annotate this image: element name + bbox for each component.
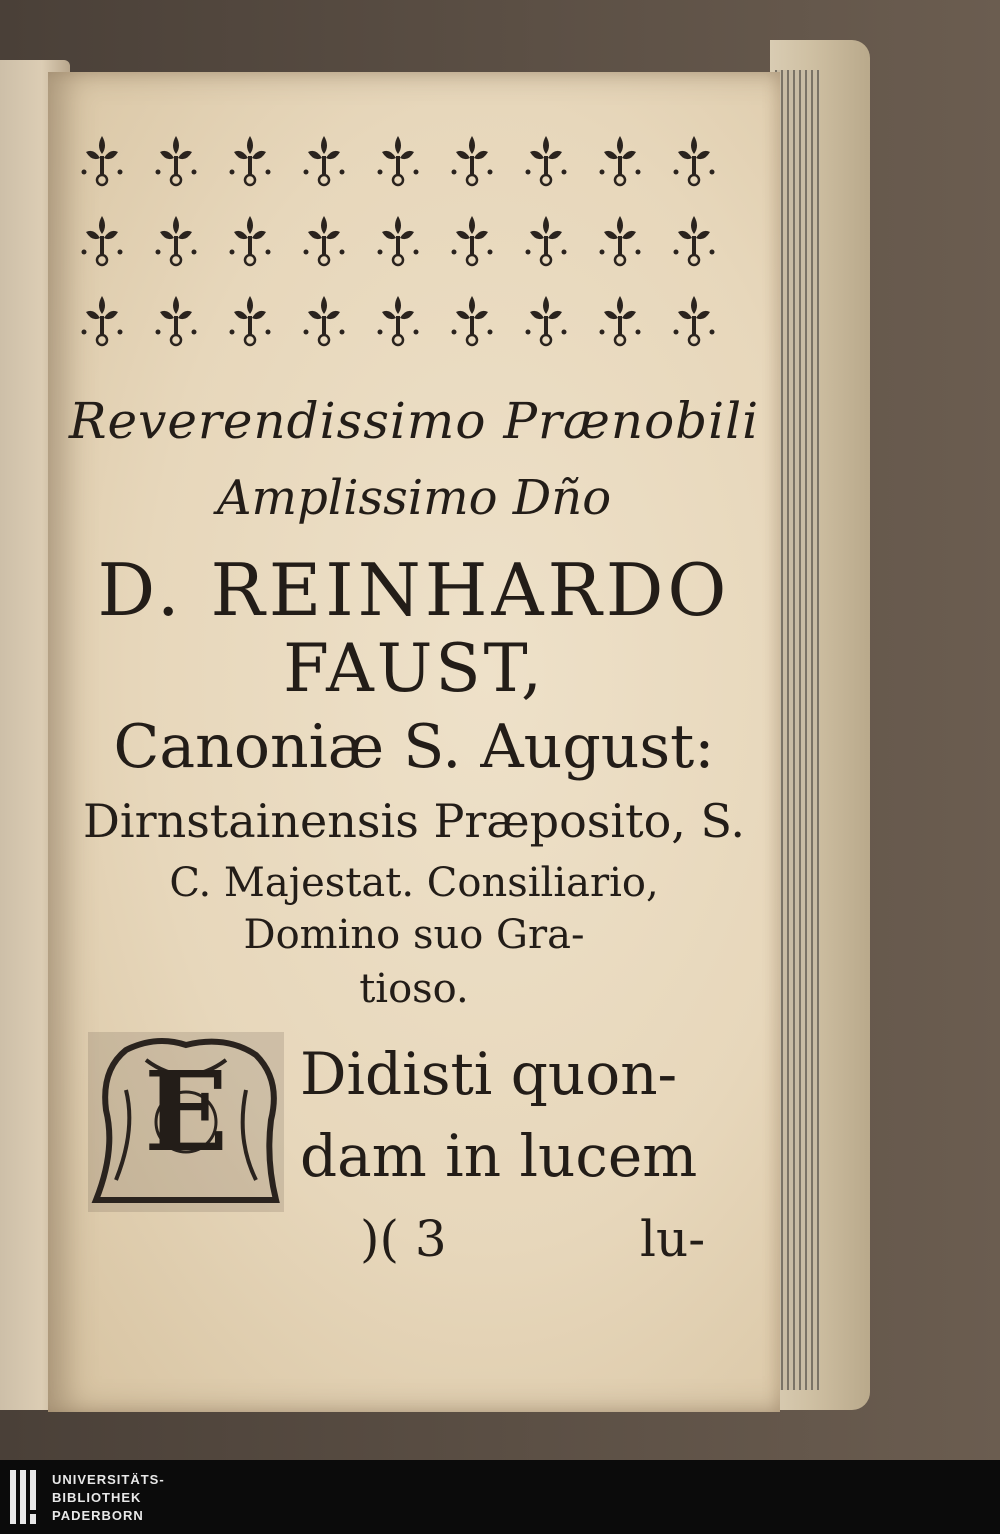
dedication-line-1: Reverendissimo Prænobili — [68, 392, 760, 450]
fleuron-ornament-icon — [596, 292, 644, 348]
fleuron-ornament-icon — [448, 292, 496, 348]
library-name-line-2: BIBLIOTHEK — [52, 1490, 142, 1505]
fleuron-ornament-icon — [300, 292, 348, 348]
dedication-line-2: Amplissimo Dño — [216, 470, 612, 526]
fleuron-ornament-icon — [596, 132, 644, 188]
decorated-initial-icon — [86, 1030, 286, 1214]
recipient-title-line-1: Canoniæ S. August: — [113, 712, 715, 782]
body-text-line-2: dam in lucem — [300, 1122, 698, 1190]
fleuron-ornament-icon — [522, 292, 570, 348]
fleuron-ornament-icon — [374, 132, 422, 188]
fleuron-ornament-icon — [226, 132, 274, 188]
fleuron-ornament-icon — [448, 212, 496, 268]
fleuron-ornament-icon — [522, 132, 570, 188]
fleuron-ornament-icon — [374, 292, 422, 348]
fleuron-ornament-icon — [670, 212, 718, 268]
fleuron-ornament-icon — [522, 212, 570, 268]
fleuron-ornament-icon — [596, 212, 644, 268]
recipient-name-line-1: D. REINHARDO — [97, 548, 731, 632]
ornament-row-top — [78, 130, 718, 190]
fleuron-ornament-icon — [670, 292, 718, 348]
fleuron-ornament-icon — [670, 132, 718, 188]
recipient-name-line-2: FAUST, — [283, 630, 545, 707]
recipient-title-line-4: Domino suo Gra- — [243, 912, 585, 958]
svg-text:E: E — [144, 1047, 228, 1176]
library-name-line-1: UNIVERSITÄTS- — [52, 1472, 165, 1487]
fleuron-ornament-icon — [78, 132, 126, 188]
recipient-title-line-5: tioso. — [359, 966, 469, 1012]
library-name-line-3: PADERBORN — [52, 1508, 144, 1523]
fleuron-ornament-icon — [226, 212, 274, 268]
signature-mark: )( 3 — [360, 1210, 447, 1268]
fleuron-ornament-icon — [152, 212, 200, 268]
catchword: lu- — [640, 1210, 706, 1268]
recipient-title-line-2: Dirnstainensis Præposito, S. — [82, 794, 745, 848]
page-edges — [775, 70, 820, 1390]
fleuron-ornament-icon — [78, 292, 126, 348]
fleuron-ornament-icon — [226, 292, 274, 348]
recipient-title-line-3: C. Majestat. Consiliario, — [169, 860, 659, 906]
library-footer-bar — [0, 1460, 1000, 1534]
library-logo-icon — [8, 1468, 42, 1526]
fleuron-ornament-icon — [152, 132, 200, 188]
ornament-row-middle — [78, 210, 718, 270]
fleuron-ornament-icon — [448, 132, 496, 188]
fleuron-ornament-icon — [374, 212, 422, 268]
fleuron-ornament-icon — [78, 212, 126, 268]
ornament-row-bottom — [78, 290, 718, 350]
fleuron-ornament-icon — [300, 132, 348, 188]
body-text-line-1: Didisti quon- — [300, 1040, 678, 1108]
fleuron-ornament-icon — [152, 292, 200, 348]
fleuron-ornament-icon — [300, 212, 348, 268]
